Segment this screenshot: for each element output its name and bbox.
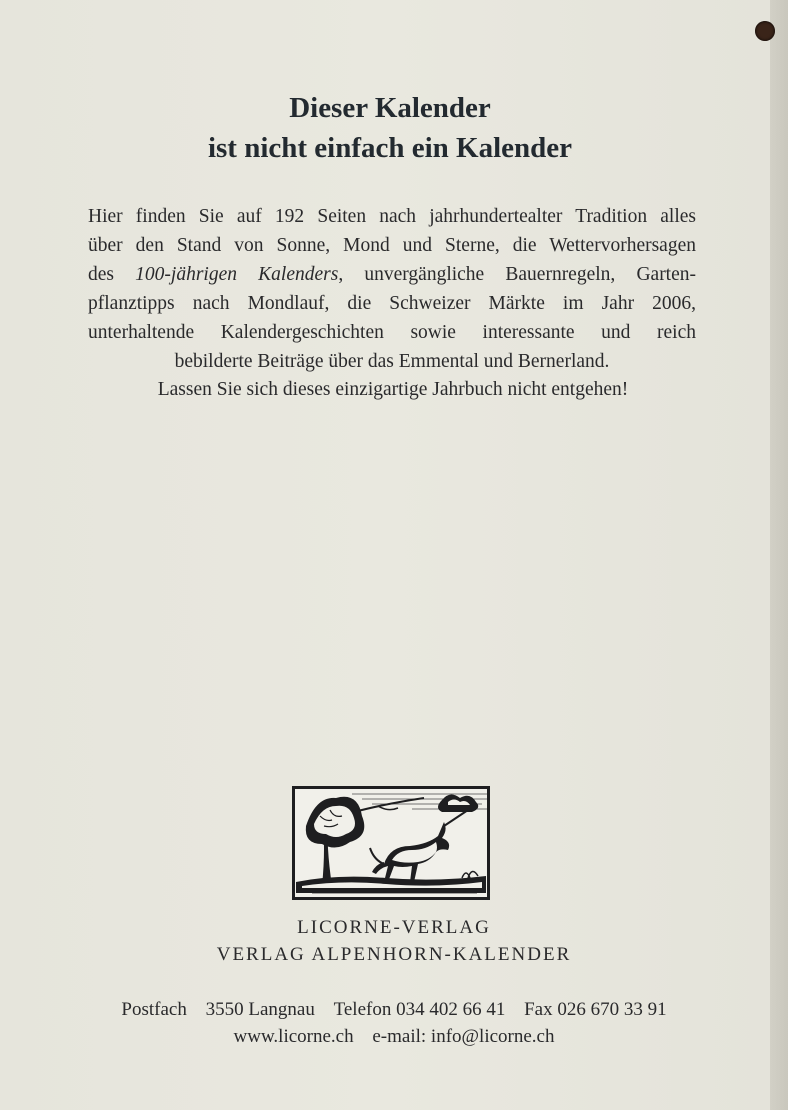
publisher-block <box>0 914 788 968</box>
contact-row-online <box>0 1023 788 1050</box>
title-line-2: ist nicht einfach ein Kalender <box>207 132 573 164</box>
publisher-name: LICORNE-VERLAG <box>297 917 491 938</box>
title-line-1: Dieser Kalender <box>289 92 491 124</box>
fax-number: Fax 026 670 33 91 <box>524 999 667 1020</box>
page-title <box>0 88 780 168</box>
email-link[interactable]: e-mail: info@licorne.ch <box>372 1026 555 1047</box>
description-line: unterhaltende Kalendergeschichten sowie interessante und reich <box>88 322 696 343</box>
publisher-imprint: VERLAG ALPENHORN-KALENDER <box>216 944 572 965</box>
postal-address: 3550 Langnau <box>205 999 315 1020</box>
contact-block <box>0 996 788 1050</box>
description-line: Hier finden Sie auf 192 Seiten nach jahrhundertealter Tradition alles <box>88 206 696 227</box>
website-link[interactable]: www.licorne.ch <box>233 1026 354 1047</box>
description-line: über den Stand von Sonne, Mond und Sterne, die Wettervorhersagen <box>88 235 696 256</box>
text-fragment: , unvergängliche Bauernregeln, Garten- <box>338 264 697 285</box>
text-fragment: des <box>88 264 136 285</box>
phone-number: Telefon 034 402 66 41 <box>333 999 506 1020</box>
postfach-label: Postfach <box>121 999 187 1020</box>
description-line <box>88 260 696 289</box>
book-title-italic: 100-jährigen Kalenders <box>135 264 339 285</box>
closing-sentence: Lassen Sie sich dieses einzigartige Jahrbuch nicht entgehen! <box>157 379 629 400</box>
unicorn-woodcut-image <box>292 786 490 900</box>
description-line: bebilderte Beiträge über das Emmental und Bernerland. <box>174 351 610 372</box>
punch-hole <box>755 21 775 41</box>
page-edge <box>770 0 788 1110</box>
description-line: pflanztipps nach Mondlauf, die Schweizer Märkte im Jahr 2006, <box>88 293 696 314</box>
description-paragraph <box>88 202 696 376</box>
contact-row-postal <box>0 996 788 1023</box>
